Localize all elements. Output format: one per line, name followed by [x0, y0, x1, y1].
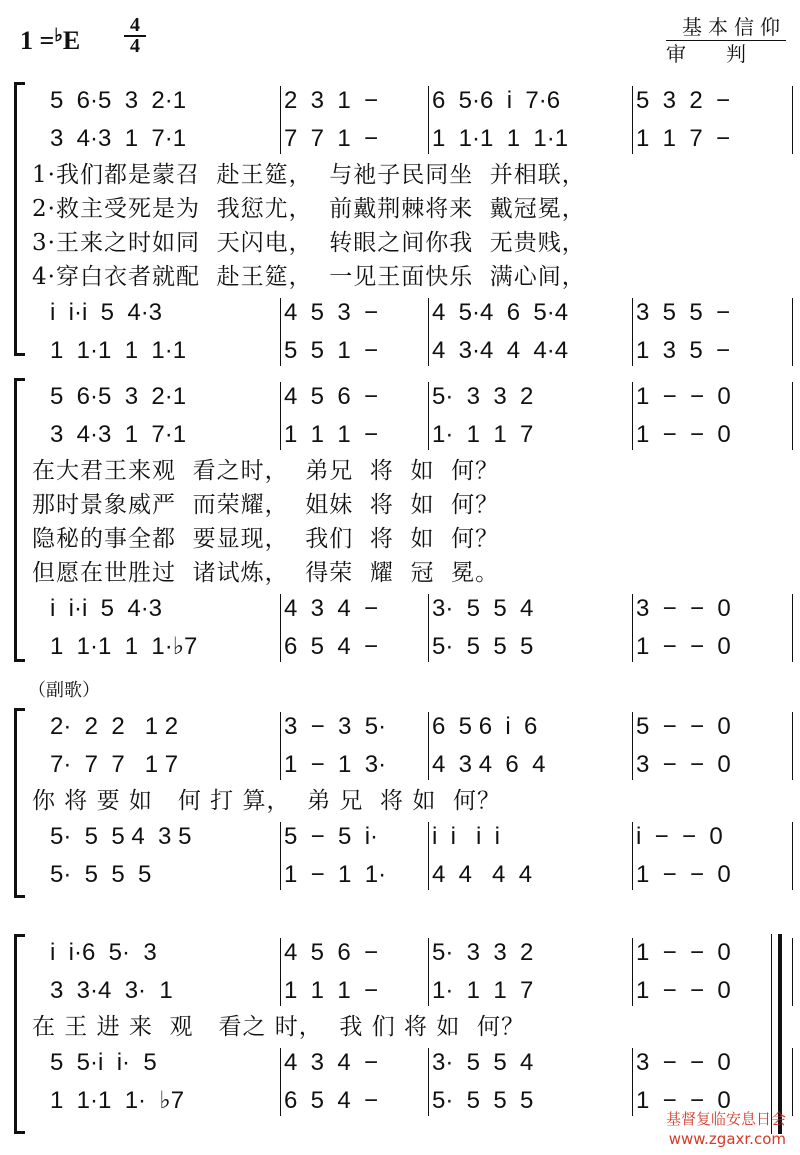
- upper-staff-row: [32, 934, 766, 972]
- measure: 1 − 1 1·: [284, 861, 387, 888]
- barline: [792, 382, 793, 450]
- barline: [280, 712, 281, 780]
- measure: 5· 3 3 2: [432, 939, 534, 966]
- measure: 1 − − 0: [636, 383, 731, 410]
- measure: 5 6·5 3 2·1: [50, 383, 187, 410]
- upper-staff-row: [32, 82, 766, 120]
- measure: 4 3 4 −: [284, 1049, 379, 1076]
- watermark: [666, 1109, 786, 1149]
- measure: 5· 5 5 4 3 5: [50, 823, 192, 850]
- measure: 1 1 1 −: [284, 421, 379, 448]
- upper-staff-row: [32, 746, 766, 784]
- measure: i i·6 5· 3: [50, 939, 157, 966]
- measure: 5 − 5 i·: [284, 823, 379, 850]
- lyric-line: 你 将 要 如 何 打 算， 弟 兄 将 如 何？: [32, 788, 501, 814]
- system-brace: [14, 82, 25, 356]
- lyric-line: 在 王 进 来 观 看之 时， 我 们 将 如 何？: [32, 1014, 525, 1040]
- upper-staff-row: [32, 416, 766, 454]
- barline: [428, 938, 429, 1006]
- measure: 1 1 7 −: [636, 125, 731, 152]
- upper-staff-row: [32, 120, 766, 158]
- barline: [792, 298, 793, 366]
- lower-staff-row: [32, 1044, 766, 1082]
- barline: [792, 1048, 793, 1116]
- measure: 1 − 1 3·: [284, 751, 387, 778]
- measure: 3 5 5 −: [636, 299, 731, 326]
- measure: 1 1·1 1 1·♭7: [50, 633, 198, 660]
- barline: [280, 822, 281, 890]
- lower-staff-row: [32, 1082, 766, 1120]
- measure: 6 5 6 i 6: [432, 713, 538, 740]
- system-3-chorus: [14, 708, 782, 898]
- measure: 1 − − 0: [636, 977, 731, 1004]
- song-heading: [666, 14, 786, 67]
- barline: [632, 298, 633, 366]
- barline: [280, 594, 281, 662]
- upper-staff-row: [32, 708, 766, 746]
- barline: [632, 822, 633, 890]
- lyric-line: 隐秘的事全都 要显现， 我们 将 如 何？: [32, 526, 500, 552]
- measure: 4 3·4 4 4·4: [432, 337, 569, 364]
- barline: [632, 712, 633, 780]
- watermark-url: www.zgaxr.com: [668, 1130, 786, 1148]
- barline: [280, 298, 281, 366]
- time-signature: [124, 16, 146, 56]
- measure: 1 − − 0: [636, 421, 731, 448]
- lyric-line: 2·救主受死是为 我愆尤， 前戴荆棘将来 戴冠冕，: [32, 196, 586, 222]
- measure: 4 5·4 6 5·4: [432, 299, 569, 326]
- measure: 5· 3 3 2: [432, 383, 534, 410]
- measure: 7 7 1 −: [284, 125, 379, 152]
- lyric-line: 1·我们都是蒙召 赴王筵， 与祂子民同坐 并相联，: [32, 162, 586, 188]
- system-4: [14, 934, 782, 1134]
- measure: i i·i 5 4·3: [50, 299, 163, 326]
- measure: 5 − − 0: [636, 713, 731, 740]
- measure: 6 5 4 −: [284, 1087, 379, 1114]
- key-note: E: [62, 26, 81, 55]
- lower-staff-row: [32, 332, 766, 370]
- measure: 4 3 4 6 4: [432, 751, 546, 778]
- barline: [632, 86, 633, 154]
- measure: 5 5 1 −: [284, 337, 379, 364]
- flat-icon: ♭: [54, 25, 63, 45]
- system-brace: [14, 708, 25, 898]
- lyric-line: 在大君王来观 看之时， 弟兄 将 如 何？: [32, 458, 500, 484]
- measure: 4 4 4 4: [432, 861, 533, 888]
- measure: 3 3·4 3· 1: [50, 977, 173, 1004]
- measure: 5· 5 5 5: [432, 633, 534, 660]
- measure: 1 1·1 1· ♭7: [50, 1087, 185, 1114]
- barline: [428, 594, 429, 662]
- system-1: [14, 82, 782, 364]
- measure: i i·i 5 4·3: [50, 595, 163, 622]
- measure: 3· 5 5 4: [432, 1049, 534, 1076]
- barline: [632, 1048, 633, 1116]
- lyric-line: 4·穿白衣者就配 赴王筵， 一见王面快乐 满心间，: [32, 264, 586, 290]
- measure: 7· 7 7 1 7: [50, 751, 179, 778]
- upper-staff-row: [32, 378, 766, 416]
- barline: [792, 938, 793, 1006]
- measure: 3 − − 0: [636, 751, 731, 778]
- barline: [632, 594, 633, 662]
- measure: 5 6·5 3 2·1: [50, 87, 187, 114]
- chorus-label: （副歌）: [28, 680, 100, 701]
- barline: [428, 712, 429, 780]
- measure: 4 5 3 −: [284, 299, 379, 326]
- barline: [632, 382, 633, 450]
- barline: [792, 86, 793, 154]
- measure: 5 3 2 −: [636, 87, 731, 114]
- final-barline: [770, 934, 782, 1134]
- lower-staff-row: [32, 294, 766, 332]
- barline: [792, 594, 793, 662]
- measure: 2· 2 2 1 2: [50, 713, 179, 740]
- measure: 1 − − 0: [636, 1087, 731, 1114]
- measure: i i i i: [432, 823, 501, 850]
- meter-bottom: 4: [124, 35, 146, 56]
- measure: 6 5·6 i 7·6: [432, 87, 561, 114]
- measure: 1 3 5 −: [636, 337, 731, 364]
- measure: 1 − − 0: [636, 861, 731, 888]
- key-signature: [20, 26, 80, 56]
- upper-staff-row: [32, 972, 766, 1010]
- measure: 3 − − 0: [636, 595, 731, 622]
- lower-staff-row: [32, 818, 766, 856]
- measure: 5· 5 5 5: [432, 1087, 534, 1114]
- meter-top: 4: [130, 14, 140, 36]
- measure: 4 5 6 −: [284, 383, 379, 410]
- category-label: 基本信仰: [666, 14, 786, 41]
- measure: 5 5·i i· 5: [50, 1049, 157, 1076]
- measure: 1 1·1 1 1·1: [432, 125, 569, 152]
- measure: 2 3 1 −: [284, 87, 379, 114]
- measure: 6 5 4 −: [284, 633, 379, 660]
- barline: [280, 938, 281, 1006]
- measure: 4 3 4 −: [284, 595, 379, 622]
- barline: [428, 86, 429, 154]
- measure: 3· 5 5 4: [432, 595, 534, 622]
- measure: 1· 1 1 7: [432, 421, 534, 448]
- lower-staff-row: [32, 628, 766, 666]
- measure: 3 − 3 5·: [284, 713, 387, 740]
- measure: 3 − − 0: [636, 1049, 731, 1076]
- measure: 1· 1 1 7: [432, 977, 534, 1004]
- barline: [280, 382, 281, 450]
- system-brace: [14, 378, 25, 662]
- measure: 4 5 6 −: [284, 939, 379, 966]
- measure: 1 1 1 −: [284, 977, 379, 1004]
- measure: 3 4·3 1 7·1: [50, 125, 187, 152]
- barline: [428, 1048, 429, 1116]
- watermark-name: 基督复临安息日会: [665, 1110, 786, 1128]
- measure: 1 − − 0: [636, 633, 731, 660]
- system-brace: [14, 934, 25, 1134]
- measure: 1 1·1 1 1·1: [50, 337, 187, 364]
- barline: [428, 822, 429, 890]
- system-2: [14, 378, 782, 662]
- lower-staff-row: [32, 590, 766, 628]
- measure: 3 4·3 1 7·1: [50, 421, 187, 448]
- barline: [792, 822, 793, 890]
- measure: 1 − − 0: [636, 939, 731, 966]
- barline: [280, 86, 281, 154]
- lyric-line: 但愿在世胜过 诸试炼， 得荣 耀 冠 冕。: [32, 560, 500, 586]
- barline: [428, 382, 429, 450]
- barline: [792, 712, 793, 780]
- lyric-line: 3·王来之时如同 天闪电， 转眼之间你我 无贵贱，: [32, 230, 586, 256]
- barline: [428, 298, 429, 366]
- barline: [632, 938, 633, 1006]
- measure: i − − 0: [636, 823, 723, 850]
- barline: [280, 1048, 281, 1116]
- measure: 5· 5 5 5: [50, 861, 152, 888]
- lyric-line: 那时景象威严 而荣耀， 姐妹 将 如 何？: [32, 492, 500, 518]
- song-title: 审判: [666, 42, 786, 66]
- key-prefix: 1 =: [20, 26, 55, 55]
- lower-staff-row: [32, 856, 766, 894]
